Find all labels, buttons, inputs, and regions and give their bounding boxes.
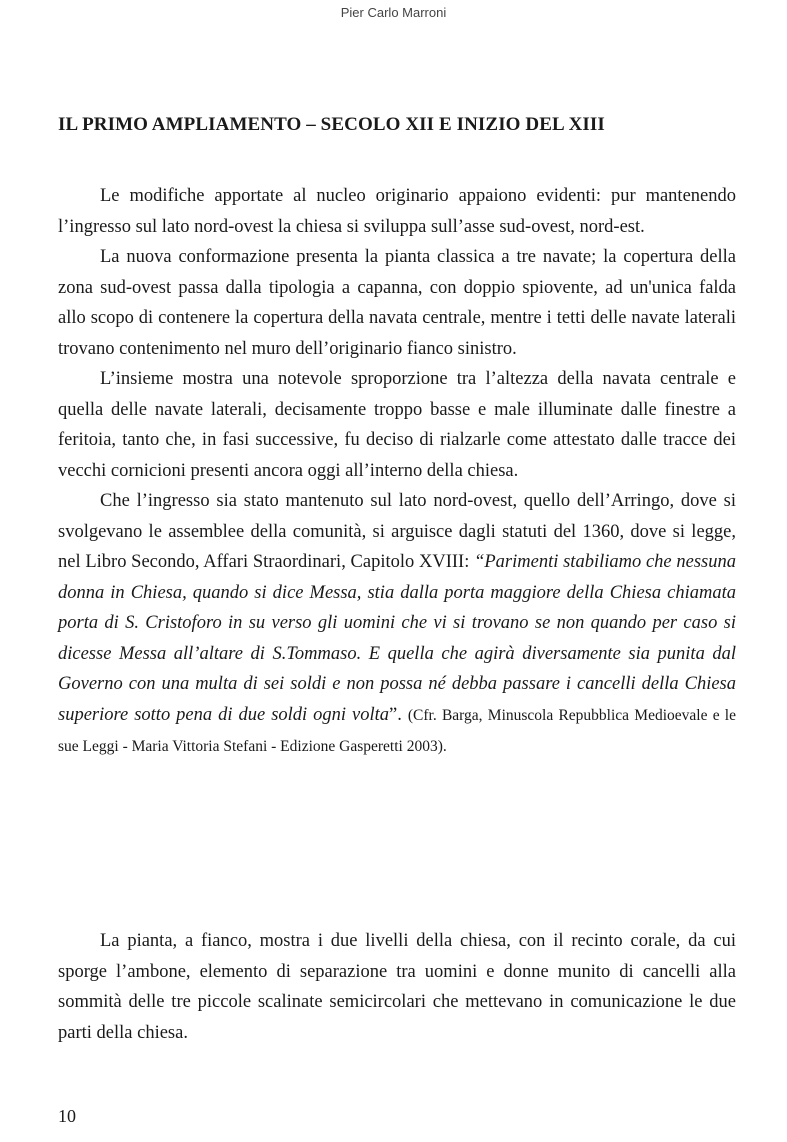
paragraph-5: La pianta, a fianco, mostra i due livelli della chiesa, con il recinto corale, da cui sporge l’ambone, elemento di separazione tra uomini e donne munito di cancelli alla sommità delle tre piccole scalinate semicircolari che mettevano in comunicazione le due parti della chiesa. (58, 931, 736, 1043)
paragraph-2: La nuova conformazione presenta la pianta classica a tre navate; la copertura della zona sud-ovest passa dalla tipologia a capanna, con doppio spiovente, ad un'unica falda allo scopo di contenere la copertura della navata centrale, mentre i tetti delle navate laterali trovano contenimento nel muro dell’originario fianco sinistro. (58, 247, 736, 359)
paragraph-4-intro: Che l’ingresso sia stato mantenuto sul lato nord-ovest, quello dell’Arringo, dove si svolgevano le assemblee della comunità, si arguisce dagli statuti del 1360, dove si legge, nel Libro Secondo, Affari Straordinari, Capitolo XVIII: (58, 491, 736, 572)
page-number: 10 (58, 1106, 76, 1126)
paragraph-3: L’insieme mostra una notevole sproporzione tra l’altezza della navata centrale e quella delle navate laterali, decisamente troppo basse e male illuminate dalle finestre a feritoia, tanto che, in fasi successive, fu deciso di rialzarle come attestato dalle tracce dei vecchi cornicioni presenti ancora oggi all’interno della chiesa. (58, 369, 736, 481)
section-title: IL PRIMO AMPLIAMENTO – SECOLO XII E INIZIO DEL XIII (58, 114, 605, 135)
quote-close: ”. (389, 704, 408, 725)
citation: (Cfr. Barga, Minuscola Repubblica Medioevale e le sue Leggi - Maria Vittoria Stefani - Edizione Gasperetti 2003). (58, 706, 736, 755)
paragraph-1: Le modifiche apportate al nucleo originario appaiono evidenti: pur mantenendo l’ingresso sul lato nord-ovest la chiesa si sviluppa sull’asse sud-ovest, nord-est. (58, 186, 736, 237)
statute-quote: “Parimenti stabiliamo che nessuna donna in Chiesa, quando si dice Messa, stia dalla porta maggiore della Chiesa chiamata porta di S. Cristoforo in su verso gli uomini che vi si trovano se non quando per caso si dicesse Messa all’altare di S.Tommaso. E quella che agirà diversamente sia punita dal Governo con una multa di sei soldi e non possa né debba passare i cancelli della Chiesa superiore sotto pena di due soldi ogni volta (58, 552, 736, 725)
body-text (58, 181, 736, 763)
running-header: Pier Carlo Marroni (340, 5, 447, 20)
paragraph-4 (58, 486, 736, 763)
